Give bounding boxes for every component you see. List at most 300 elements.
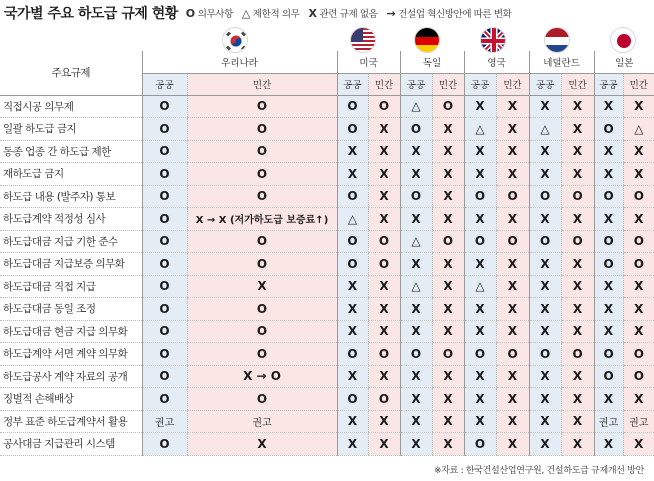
cell-value: X — [507, 279, 518, 294]
cell-value: X — [411, 414, 421, 429]
table-cell — [432, 410, 464, 433]
cell-value: X — [507, 166, 518, 181]
table-cell — [187, 298, 337, 321]
table-cell — [337, 253, 368, 276]
table-cell — [594, 388, 623, 411]
table-cell — [623, 433, 654, 456]
table-cell — [432, 185, 464, 208]
legend-item — [242, 6, 300, 20]
table-cell — [594, 433, 623, 456]
cell-value: X — [634, 166, 644, 181]
table-cell — [496, 163, 529, 186]
japan-flag-icon — [610, 27, 636, 53]
sector-public: 공공 — [529, 73, 561, 95]
regulation-table — [0, 51, 654, 456]
cell-value: O — [539, 234, 551, 249]
cell-value: X — [540, 414, 550, 429]
table-cell — [368, 433, 400, 456]
cell-value: X — [507, 211, 518, 226]
cell-value: 권고 — [629, 417, 649, 429]
cell-value: O — [474, 189, 486, 204]
table-cell — [561, 410, 594, 433]
table-cell — [432, 320, 464, 343]
cell-value: O — [603, 369, 614, 384]
cell-value: X → X (저가하도급 보증료↑) — [195, 215, 329, 227]
table-cell — [496, 365, 529, 388]
table-cell — [368, 343, 400, 366]
cell-value: X — [507, 121, 518, 136]
cell-value: X — [379, 166, 389, 181]
cell-value: O — [378, 391, 390, 406]
sector-private: 민간 — [561, 73, 594, 95]
cell-value: X — [475, 324, 485, 339]
cell-value: O — [474, 234, 486, 249]
cell-value: X — [572, 166, 583, 181]
cell-value: X — [257, 436, 267, 451]
row-label: 하도급대금 현금 지급 의무화 — [0, 320, 142, 343]
table-cell — [529, 343, 561, 366]
cell-value: X — [443, 166, 453, 181]
table-cell — [496, 95, 529, 118]
row-label: 징벌적 손해배상 — [0, 388, 142, 411]
table-row — [0, 208, 654, 231]
cell-value: X — [634, 279, 644, 294]
table-cell — [187, 208, 337, 231]
table-cell — [337, 95, 368, 118]
country-usa: 미국 — [337, 51, 400, 73]
cell-value: O — [442, 99, 454, 114]
cell-value: 권고 — [154, 417, 175, 429]
cell-value: X — [572, 391, 583, 406]
table-cell — [368, 163, 400, 186]
table-cell — [400, 343, 432, 366]
cell-value: O — [633, 346, 644, 361]
cell-value: X — [475, 144, 485, 159]
cell-value: O — [474, 346, 486, 361]
cell-value: X — [634, 436, 644, 451]
table-cell — [337, 320, 368, 343]
table-cell — [561, 298, 594, 321]
table-cell — [187, 343, 337, 366]
cell-value: O — [442, 346, 454, 361]
sector-private: 민간 — [496, 73, 529, 95]
table-cell — [187, 253, 337, 276]
table-cell — [496, 410, 529, 433]
table-cell — [400, 410, 432, 433]
row-label: 하도급대금 지급보증 의무화 — [0, 253, 142, 276]
cell-value: X — [347, 301, 358, 316]
row-label: 동종 업종 간 하도급 제한 — [0, 140, 142, 163]
table-cell — [594, 365, 623, 388]
cell-value: O — [159, 369, 170, 384]
cell-value: X — [379, 144, 389, 159]
cell-value: △ — [634, 121, 644, 136]
cell-value: X — [540, 99, 550, 114]
cell-value: O — [572, 234, 583, 249]
row-label: 직접시공 의무제 — [0, 95, 142, 118]
table-row — [0, 185, 654, 208]
row-label: 하도급 내용 (발주자) 통보 — [0, 185, 142, 208]
table-cell — [561, 230, 594, 253]
cell-value: X — [379, 324, 389, 339]
table-cell — [337, 275, 368, 298]
cell-value: X — [379, 279, 389, 294]
cell-value: O — [378, 234, 390, 249]
cell-value: O — [410, 189, 422, 204]
cell-value: O — [442, 234, 454, 249]
cell-value: X — [443, 189, 453, 204]
table-cell — [496, 320, 529, 343]
table-cell — [464, 140, 496, 163]
cell-value: O — [474, 436, 486, 451]
cell-value: X — [475, 301, 485, 316]
cell-value: X — [603, 211, 614, 226]
table-cell — [464, 208, 496, 231]
table-cell — [594, 208, 623, 231]
table-cell — [400, 208, 432, 231]
table-cell — [368, 140, 400, 163]
cell-value: X — [603, 391, 614, 406]
cell-value: △ — [540, 121, 550, 136]
cell-value: X — [443, 301, 453, 316]
table-cell — [337, 208, 368, 231]
row-header: 주요규제 — [0, 51, 142, 95]
table-cell — [187, 320, 337, 343]
cell-value: O — [159, 99, 170, 114]
cell-value: O — [410, 346, 422, 361]
table-cell — [496, 208, 529, 231]
cell-value: O — [159, 144, 170, 159]
cell-value: X — [540, 391, 550, 406]
cell-value: X — [507, 414, 518, 429]
table-cell — [432, 388, 464, 411]
table-cell — [529, 275, 561, 298]
table-cell — [594, 95, 623, 118]
cell-value: X — [411, 211, 421, 226]
table-cell — [142, 410, 187, 433]
cell-value: O — [256, 144, 268, 159]
table-cell — [594, 118, 623, 141]
table-cell — [142, 253, 187, 276]
table-cell — [561, 95, 594, 118]
table-row — [0, 163, 654, 186]
sector-public: 공공 — [594, 73, 623, 95]
table-cell — [142, 95, 187, 118]
cell-value: O — [603, 121, 614, 136]
cell-value: O — [159, 166, 170, 181]
cell-value: O — [347, 234, 358, 249]
table-cell — [400, 275, 432, 298]
table-cell — [400, 253, 432, 276]
legend — [186, 6, 521, 20]
cell-value: X — [540, 369, 550, 384]
row-label: 하도급계약 서면 계약 의무화 — [0, 343, 142, 366]
table-cell — [142, 343, 187, 366]
table-cell — [432, 365, 464, 388]
table-cell — [142, 118, 187, 141]
cell-value: X — [411, 301, 421, 316]
cell-value: X — [347, 144, 358, 159]
table-cell — [187, 433, 337, 456]
cell-value: X — [634, 324, 644, 339]
table-cell — [464, 388, 496, 411]
table-cell — [368, 365, 400, 388]
table-cell — [594, 298, 623, 321]
table-cell — [432, 140, 464, 163]
table-cell — [337, 298, 368, 321]
cell-value: X — [603, 99, 614, 114]
cell-value: X — [379, 121, 389, 136]
cell-value: O — [256, 166, 268, 181]
table-cell — [400, 185, 432, 208]
table-cell — [594, 163, 623, 186]
cell-value: O — [603, 346, 614, 361]
cross-icon: X — [308, 6, 317, 20]
cell-value: X — [347, 279, 358, 294]
table-cell — [187, 163, 337, 186]
country-germany: 독일 — [400, 51, 464, 73]
table-cell — [594, 185, 623, 208]
table-cell — [561, 433, 594, 456]
cell-value: 권고 — [252, 417, 272, 429]
table-row — [0, 365, 654, 388]
table-cell — [337, 118, 368, 141]
cell-value: O — [159, 189, 170, 204]
table-cell — [561, 275, 594, 298]
germany-flag-icon — [414, 27, 440, 53]
row-label: 재하도급 금지 — [0, 163, 142, 186]
table-cell — [187, 388, 337, 411]
sector-private: 민간 — [623, 73, 654, 95]
cell-value: O — [603, 234, 614, 249]
table-cell — [496, 298, 529, 321]
table-cell — [337, 163, 368, 186]
table-cell — [561, 208, 594, 231]
cell-value: X — [603, 144, 614, 159]
cell-value: O — [256, 256, 268, 271]
cell-value: X — [379, 301, 389, 316]
table-cell — [561, 140, 594, 163]
korea-flag-icon — [222, 27, 248, 53]
table-cell — [337, 410, 368, 433]
row-label: 하도급대금 직접 지급 — [0, 275, 142, 298]
table-cell — [623, 365, 654, 388]
table-cell — [464, 230, 496, 253]
cell-value: O — [347, 121, 358, 136]
table-cell — [464, 275, 496, 298]
table-row — [0, 388, 654, 411]
cell-value: X — [475, 99, 485, 114]
table-cell — [464, 253, 496, 276]
cell-value: O — [159, 301, 170, 316]
cell-value: O — [347, 391, 358, 406]
table-cell — [400, 118, 432, 141]
table-cell — [400, 388, 432, 411]
header — [0, 0, 654, 26]
table-cell — [432, 95, 464, 118]
cell-value: X — [603, 324, 614, 339]
table-cell — [623, 140, 654, 163]
table-cell — [623, 253, 654, 276]
cell-value: O — [633, 189, 644, 204]
table-cell — [529, 365, 561, 388]
table-cell — [464, 95, 496, 118]
cell-value: X — [379, 414, 389, 429]
cell-value: X — [443, 121, 453, 136]
table-cell — [529, 433, 561, 456]
cell-value: O — [603, 189, 614, 204]
cell-value: X — [475, 369, 485, 384]
table-cell — [432, 298, 464, 321]
cell-value: △ — [475, 121, 485, 136]
table-cell — [529, 163, 561, 186]
table-cell — [623, 163, 654, 186]
triangle-icon: △ — [241, 6, 250, 20]
table-cell — [400, 163, 432, 186]
table-cell — [529, 208, 561, 231]
cell-value: O — [410, 121, 422, 136]
table-cell — [337, 388, 368, 411]
table-cell — [464, 185, 496, 208]
page-title: 국가별 주요 하도급 규제 현황 — [4, 6, 178, 22]
table-cell — [368, 298, 400, 321]
table-cell — [594, 410, 623, 433]
table-cell — [561, 185, 594, 208]
table-cell — [368, 95, 400, 118]
cell-value: X — [572, 144, 583, 159]
cell-value: X — [443, 211, 453, 226]
netherlands-flag-icon — [544, 27, 570, 53]
legend-label: 제한적 의무 — [252, 9, 300, 20]
cell-value: △ — [411, 234, 421, 249]
cell-value: X — [507, 391, 518, 406]
table-row — [0, 253, 654, 276]
table-cell — [561, 253, 594, 276]
cell-value: X — [443, 391, 453, 406]
cell-value: O — [347, 189, 358, 204]
cell-value: O — [572, 346, 583, 361]
table-cell — [187, 410, 337, 433]
table-row — [0, 320, 654, 343]
table-cell — [368, 320, 400, 343]
table-row — [0, 298, 654, 321]
sector-public: 공공 — [337, 73, 368, 95]
cell-value: O — [256, 301, 268, 316]
cell-value: O — [256, 324, 268, 339]
table-cell — [142, 185, 187, 208]
cell-value: △ — [411, 99, 421, 114]
table-cell — [368, 410, 400, 433]
cell-value: X — [347, 436, 358, 451]
cell-value: X — [257, 279, 267, 294]
cell-value: X — [572, 301, 583, 316]
table-cell — [464, 320, 496, 343]
table-row — [0, 275, 654, 298]
cell-value: X — [411, 324, 421, 339]
row-label: 하도급대금 동일 조정 — [0, 298, 142, 321]
row-label: 하도급계약 적정성 심사 — [0, 208, 142, 231]
table-cell — [337, 230, 368, 253]
row-label: 공사대금 지급관리 시스템 — [0, 433, 142, 456]
cell-value: X — [411, 369, 421, 384]
cell-value: 권고 — [598, 417, 619, 429]
table-cell — [623, 208, 654, 231]
row-label: 정부 표준 하도급계약서 활용 — [0, 410, 142, 433]
table-cell — [432, 433, 464, 456]
table-cell — [529, 140, 561, 163]
table-cell — [432, 163, 464, 186]
cell-value: X — [540, 166, 550, 181]
cell-value: X — [411, 436, 421, 451]
table-cell — [561, 343, 594, 366]
cell-value: X — [603, 301, 614, 316]
table-cell — [529, 95, 561, 118]
cell-value: O — [256, 346, 268, 361]
cell-value: X — [379, 211, 389, 226]
cell-value: X — [443, 324, 453, 339]
table-cell — [464, 298, 496, 321]
cell-value: X — [443, 144, 453, 159]
table-cell — [561, 118, 594, 141]
cell-value: O — [159, 256, 170, 271]
cell-value: O — [256, 189, 268, 204]
cell-value: O — [572, 189, 583, 204]
cell-value: O — [159, 211, 170, 226]
table-cell — [187, 185, 337, 208]
table-cell — [529, 298, 561, 321]
table-row — [0, 230, 654, 253]
table-cell — [623, 118, 654, 141]
cell-value: O — [378, 99, 390, 114]
cell-value: X — [475, 211, 485, 226]
sector-private: 민간 — [368, 73, 400, 95]
cell-value: O — [633, 369, 644, 384]
cell-value: X — [507, 301, 518, 316]
table-cell — [187, 230, 337, 253]
cell-value: X — [540, 279, 550, 294]
cell-value: O — [347, 99, 358, 114]
cell-value: X — [540, 144, 550, 159]
cell-value: X — [379, 436, 389, 451]
table-cell — [529, 230, 561, 253]
table-cell — [496, 433, 529, 456]
cell-value: X — [507, 99, 518, 114]
country-japan: 일본 — [594, 51, 654, 73]
cell-value: O — [256, 391, 268, 406]
table-cell — [400, 230, 432, 253]
cell-value: X — [603, 279, 614, 294]
table-cell — [623, 298, 654, 321]
table-cell — [561, 388, 594, 411]
table-cell — [142, 388, 187, 411]
table-row — [0, 140, 654, 163]
cell-value: O — [378, 346, 390, 361]
cell-value: △ — [475, 279, 485, 294]
table-cell — [142, 433, 187, 456]
source-note: ※자료 : 한국건설산업연구원, 건설하도급 규제개선 방안 — [433, 466, 644, 476]
table-cell — [496, 253, 529, 276]
table-cell — [400, 365, 432, 388]
cell-value: O — [633, 234, 644, 249]
sector-public: 공공 — [400, 73, 432, 95]
cell-value: O — [159, 279, 170, 294]
cell-value: X — [475, 414, 485, 429]
table-cell — [187, 140, 337, 163]
cell-value: X — [507, 144, 518, 159]
legend-item — [308, 6, 377, 20]
sector-public: 공공 — [142, 73, 187, 95]
sector-private: 민간 — [432, 73, 464, 95]
